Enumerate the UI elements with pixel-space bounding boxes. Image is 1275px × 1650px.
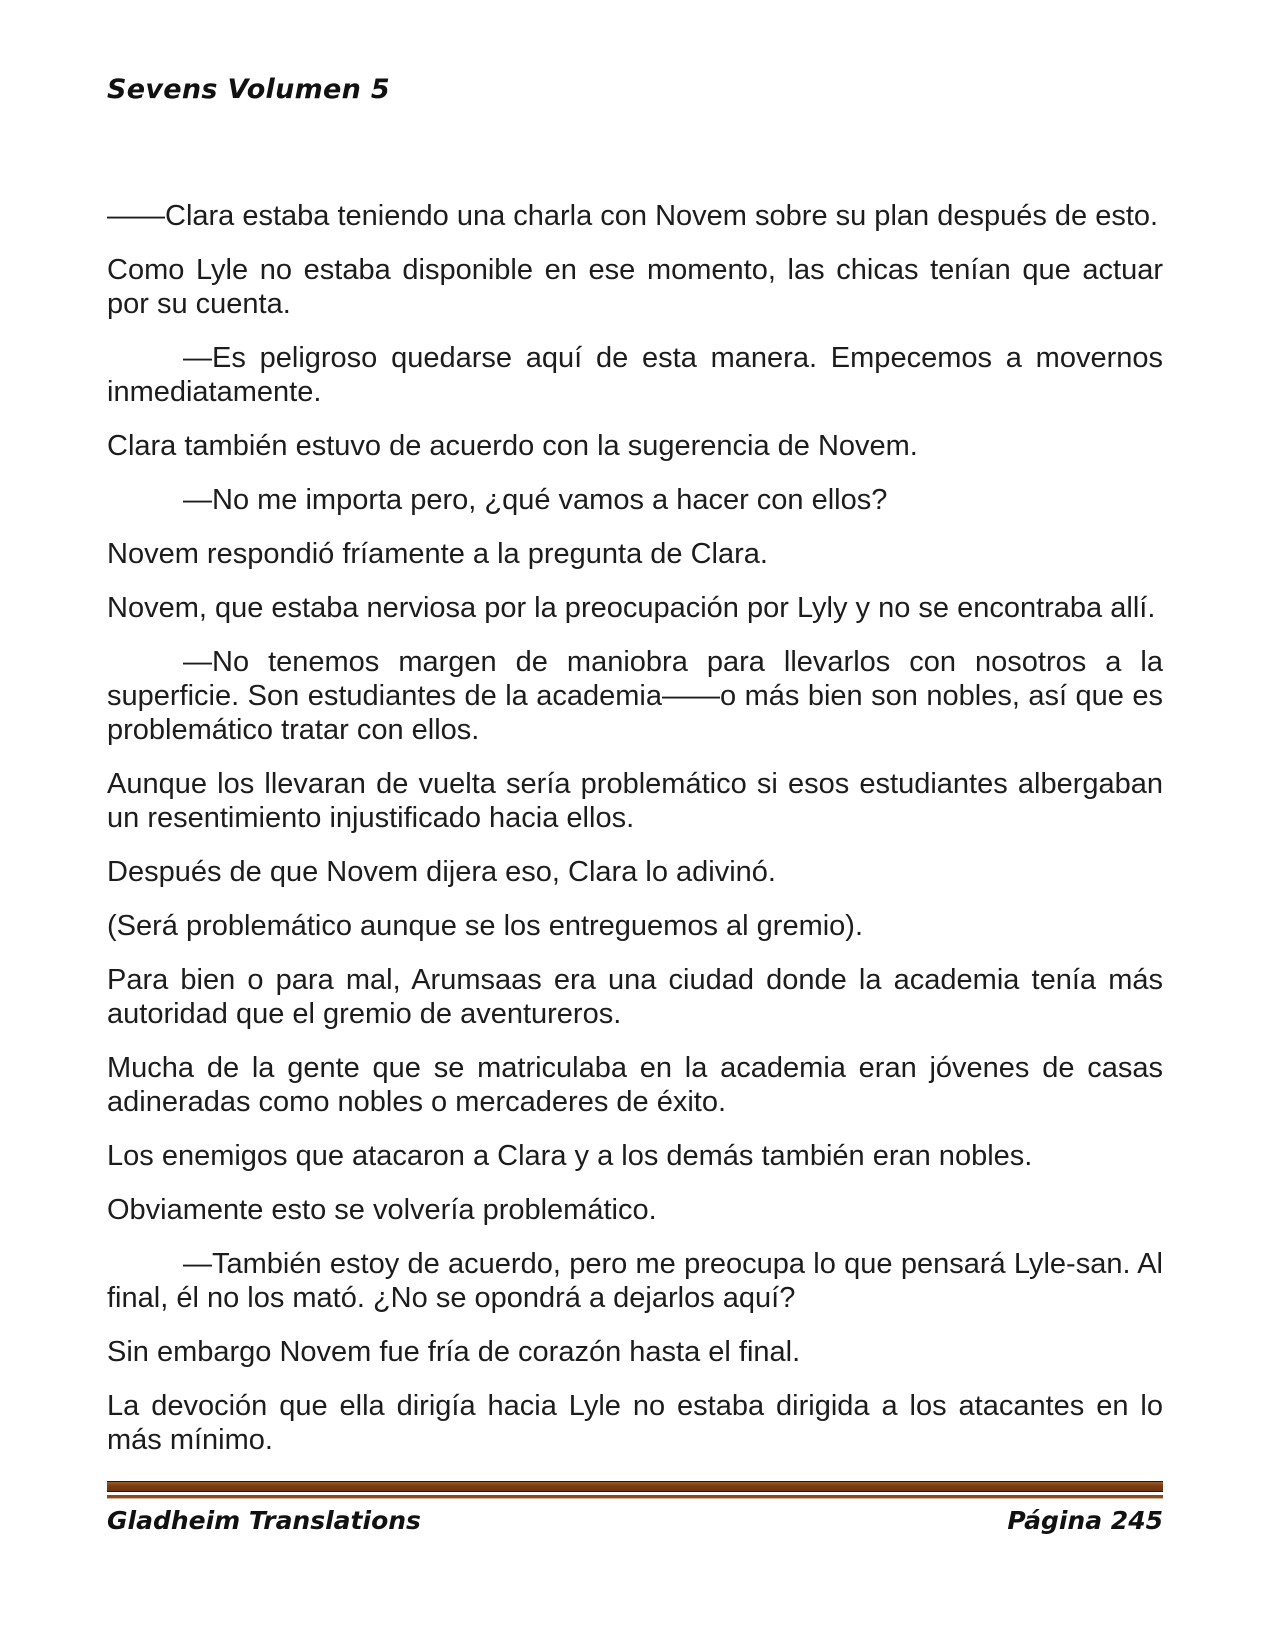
page-footer — [107, 1481, 1163, 1535]
paragraph: Como Lyle no estaba disponible en ese momento, las chicas tenían que actuar por su cuenta. — [107, 254, 1163, 320]
paragraph: Aunque los llevaran de vuelta sería problemático si esos estudiantes albergaban un resentimiento injustificado hacia ellos. — [107, 768, 1163, 834]
paragraph-dialogue: —No tenemos margen de maniobra para llevarlos con nosotros a la superficie. Son estudiantes de la academia——o más bien son nobles, así que es problemático tratar con ellos. — [107, 646, 1163, 746]
footer-rule-thick — [107, 1481, 1163, 1492]
volume-title: Sevens Volumen 5 — [107, 74, 390, 105]
paragraph-dialogue: —No me importa pero, ¿qué vamos a hacer con ellos? — [183, 484, 888, 516]
paragraph: (Será problemático aunque se los entreguemos al gremio). — [107, 910, 864, 942]
paragraph: Clara también estuvo de acuerdo con la sugerencia de Novem. — [107, 430, 918, 462]
page-header — [107, 74, 1163, 105]
paragraph: Mucha de la gente que se matriculaba en la academia eran jóvenes de casas adineradas como nobles o mercaderes de éxito. — [107, 1052, 1163, 1118]
footer-rule — [107, 1481, 1163, 1499]
paragraph: Sin embargo Novem fue fría de corazón hasta el final. — [107, 1336, 801, 1368]
page-number: Página 245 — [1007, 1506, 1163, 1535]
footer-rule-thin — [107, 1495, 1163, 1499]
paragraph-dialogue: —Es peligroso quedarse aquí de esta manera. Empecemos a movernos inmediatamente. — [107, 342, 1163, 408]
translator-credit: Gladheim Translations — [107, 1506, 421, 1535]
paragraph: Novem, que estaba nerviosa por la preocupación por Lyly y no se encontraba allí. — [107, 592, 1156, 624]
paragraph: Obviamente esto se volvería problemático. — [107, 1194, 657, 1226]
paragraph: ——Clara estaba teniendo una charla con Novem sobre su plan después de esto. — [107, 200, 1159, 232]
document-body — [107, 199, 1163, 1457]
paragraph: Después de que Novem dijera eso, Clara lo adivinó. — [107, 856, 776, 888]
document-page — [107, 0, 1163, 1477]
paragraph-dialogue: —También estoy de acuerdo, pero me preocupa lo que pensará Lyle-san. Al final, él no los mató. ¿No se opondrá a dejarlos aquí? — [107, 1248, 1163, 1314]
paragraph: La devoción que ella dirigía hacia Lyle no estaba dirigida a los atacantes en lo más mínimo. — [107, 1390, 1163, 1456]
paragraph: Novem respondió fríamente a la pregunta de Clara. — [107, 538, 768, 570]
paragraph: Para bien o para mal, Arumsaas era una ciudad donde la academia tenía más autoridad que el gremio de aventureros. — [107, 964, 1163, 1030]
paragraph: Los enemigos que atacaron a Clara y a los demás también eran nobles. — [107, 1140, 1033, 1172]
